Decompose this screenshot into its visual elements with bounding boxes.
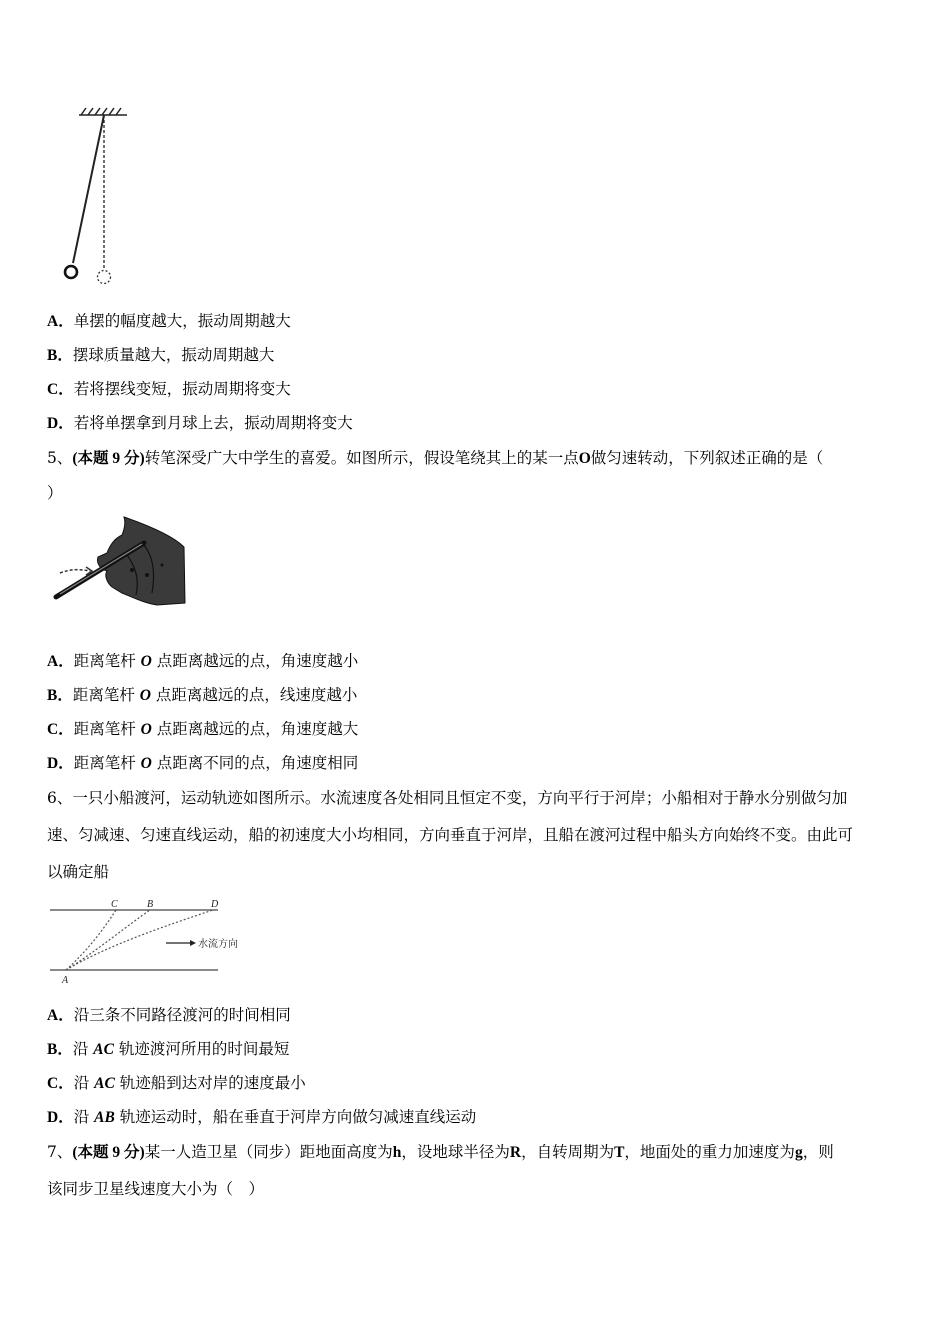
option-letter: C． [47,721,74,738]
option-text: 距离笔杆 [73,754,141,772]
q5-stem-text-2: 做匀速转动，下列叙述正确的是（ [590,449,824,467]
q6-stem-text: 6、一只小船渡河，运动轨迹如图所示。水流速度各处相同且恒定不变，方向平行于河岸；小船相对于静水分别做匀加 [47,789,848,807]
option-letter: D． [47,755,74,772]
var-h: h [392,1144,402,1161]
path-label: AC [94,1075,115,1092]
river-figure [48,895,268,990]
q4-option-c[interactable] [47,379,291,400]
option-text: 沿三条不同路径渡河的时间相同 [73,1006,291,1024]
option-text: 距离笔杆 [73,652,141,670]
var-r: R [509,1144,522,1161]
q7-stem [47,1142,834,1163]
q7-stem-line-2 [47,1179,264,1199]
option-text: 摆球质量越大，振动周期越大 [72,346,275,364]
q7-stem-text: ，自转周期为 [521,1143,615,1161]
path-ab [66,910,150,970]
option-letter: C． [47,381,74,398]
option-letter: B． [47,687,73,704]
q6-option-d[interactable] [47,1107,476,1128]
point-o: O [139,687,151,704]
option-text: 沿 [73,1108,95,1126]
path-label: AC [93,1041,114,1058]
path-label: AB [94,1109,115,1126]
path-ad [66,910,213,970]
option-text: 若将单摆拿到月球上去，振动周期将变大 [73,414,353,432]
pendulum-bob [65,266,77,278]
point-o: O [140,653,152,670]
option-text: 轨迹船到达对岸的速度最小 [114,1074,306,1092]
option-text: 点距离越远的点，角速度越大 [151,720,359,738]
q5-stem-bracket: ） [47,484,63,502]
q6-stem-text: 以确定船 [47,863,110,881]
option-text: 若将摆线变短，振动周期将变大 [73,380,291,398]
option-letter: C． [47,1075,74,1092]
option-letter: A． [47,653,74,670]
question-number: 5、 [47,449,73,467]
option-letter: D． [47,415,74,432]
q7-stem-text: 某一人造卫星（同步）距地面高度为 [144,1143,393,1161]
point-o: O [140,755,152,772]
q5-option-d[interactable] [47,753,358,774]
option-text: 距离笔杆 [72,686,140,704]
question-points: (本题 9 分) [72,450,145,467]
q7-stem-text: ，地面处的重力加速度为 [624,1143,795,1161]
label-d: D [211,899,219,910]
label-a: A [62,975,69,986]
option-text: 点距离越远的点，线速度越小 [150,686,358,704]
q4-option-a[interactable] [47,311,291,332]
q4-option-b[interactable] [47,345,274,366]
option-letter: A． [47,313,74,330]
option-letter: D． [47,1109,74,1126]
q6-option-c[interactable] [47,1073,306,1094]
var-g: g [794,1144,803,1161]
q5-option-b[interactable] [47,685,357,706]
q4-option-d[interactable] [47,413,353,434]
q5-stem [47,448,823,469]
option-text: 点距离越远的点，角速度越小 [151,652,359,670]
option-text: 轨迹运动时，船在垂直于河岸方向做匀减速直线运动 [114,1108,477,1126]
point-o: O [140,721,152,738]
point-o: O [578,450,591,467]
q5-stem-end [47,483,63,503]
pendulum-ceiling [79,108,127,115]
question-points: (本题 9 分) [72,1144,145,1161]
q6-stem-line-2 [47,825,853,845]
q6-option-b[interactable] [47,1039,289,1060]
q6-stem-line-3 [47,862,109,882]
pendulum-figure [55,105,135,290]
q7-stem-text: ，则 [802,1143,834,1161]
option-text: 点距离不同的点，角速度相同 [151,754,359,772]
flow-label: 水流方向 [198,939,238,950]
label-b: B [147,899,154,910]
var-t: T [614,1144,625,1161]
pendulum-bob-rest [98,271,111,284]
option-letter: B． [47,347,73,364]
option-letter: B． [47,1041,73,1058]
q7-stem-text: 该同步卫星线速度大小为（ ） [47,1180,265,1198]
q6-stem-text: 速、匀减速、匀速直线运动，船的初速度大小均相同，方向垂直于河岸，且船在渡河过程中船头方向始终不变。由此可 [47,826,854,844]
path-ac [66,910,116,970]
label-c: C [111,899,118,910]
option-letter: A． [47,1007,74,1024]
rotation-arrow [60,570,90,573]
option-text: 轨迹渡河所用的时间最短 [113,1040,290,1058]
option-text: 距离笔杆 [73,720,141,738]
hand-pen-figure [52,515,187,610]
q6-stem-line-1 [47,788,847,808]
q5-option-a[interactable] [47,651,358,672]
option-text: 沿 [73,1074,95,1092]
option-text: 沿 [72,1040,94,1058]
q5-option-c[interactable] [47,719,358,740]
pendulum-string [73,115,104,263]
q7-stem-text: ，设地球半径为 [401,1143,510,1161]
option-text: 单摆的幅度越大，振动周期越大 [73,312,291,330]
q5-stem-text: 转笔深受广大中学生的喜爱。如图所示，假设笔绕其上的某一点 [144,449,579,467]
question-number: 7、 [47,1143,73,1161]
q6-option-a[interactable] [47,1005,291,1026]
